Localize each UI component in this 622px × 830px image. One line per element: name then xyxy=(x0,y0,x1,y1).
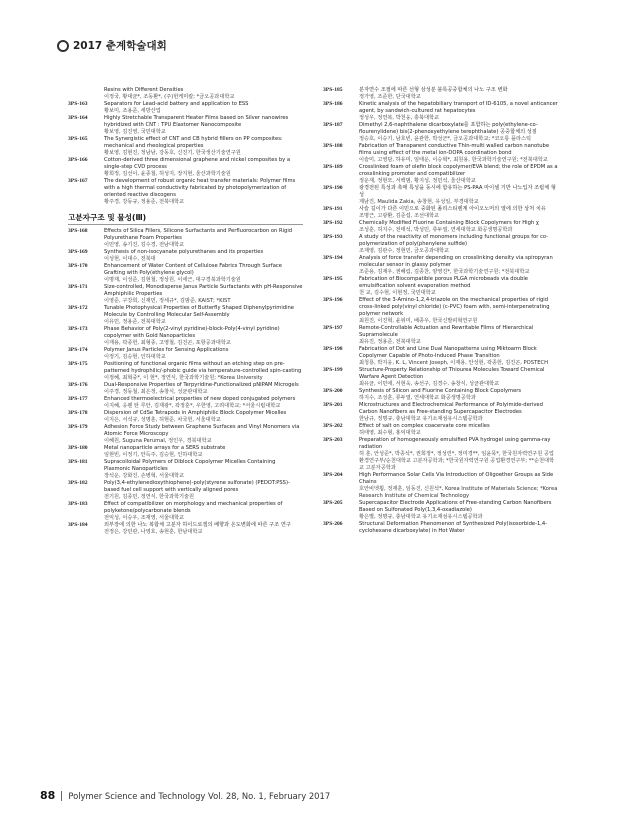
abstract-entry xyxy=(323,423,558,437)
entry-body xyxy=(104,284,303,305)
abstract-entry xyxy=(323,521,558,535)
entry-code: 3PS-165 xyxy=(68,136,88,142)
entry-body xyxy=(359,164,558,185)
entry-title: Positioning of functional organic films without an etching step on pre-patterned hydrophilic/-phobic guide via temperature-controlled spin-casting xyxy=(104,361,302,374)
abstract-entry xyxy=(68,263,303,284)
abstract-entry xyxy=(323,402,558,423)
entry-authors: 장석운, 강화진, 손병혁, 서울대학교 xyxy=(104,473,185,479)
entry-title: Size-controlled, Monodisperse Janus Particle Surfactants with pH-Responsive Amphiphilic Properties xyxy=(104,284,303,297)
entry-title: 광경전된 특성과 촉매 특성을 동시에 함유하는 PS-PAA 마이셀 기반 나노입자 조립체 형성 xyxy=(359,185,556,198)
entry-body xyxy=(104,87,303,101)
entry-authors: 정가영, 조준한, 단국대학교 xyxy=(359,94,421,100)
entry-title: Preparation of homogeneously emulsified PVA hydrogel using gamma-ray radiation xyxy=(359,437,551,450)
entry-code: 3PS-187 xyxy=(323,122,343,128)
entry-code: 3PS-163 xyxy=(68,101,88,107)
entry-authors: 호안비엣휭, 정재훈, 임동진, 신원석*, Korea Institute of Materials Science; *Korea Research Institute of Chemical Technology xyxy=(359,486,558,499)
entry-authors: 이지은, 서석규, 성명훈, 허현준, 차국헌, 서울대학교 xyxy=(104,417,221,423)
entry-body xyxy=(359,437,558,472)
entry-body xyxy=(359,402,558,423)
entry-title: Separators for Lead-acid battery and application to ESS xyxy=(104,101,249,107)
entry-body xyxy=(359,276,558,297)
entry-title: Tunable Photophysical Properties of Butterfly Shaped Diphenylpyrimidine Molecule by Controlling Molecular Self-Assembly xyxy=(104,305,294,318)
entry-authors: 이정기, 김승현, 인하대학교 xyxy=(104,354,166,360)
abstract-entry xyxy=(68,157,303,178)
entry-body xyxy=(104,101,303,115)
entry-body xyxy=(359,325,558,346)
entry-authors: 천 교, 김수현, 이현정, 국민대학교 xyxy=(359,290,436,296)
entry-authors: 이정국, 황대균*, 조동환*, (주)헌케미칼; *금오공과대학교 xyxy=(104,94,235,100)
entry-title: Fabrication of Dot and Line Dual Nanopatterns using Miktoarm Block Copolymer Capable of Photo-Induced Phase Transition xyxy=(359,346,537,359)
abstract-entry xyxy=(68,361,303,382)
abstract-entry xyxy=(323,185,558,206)
entry-title: Resins with Different Densities xyxy=(104,87,184,93)
entry-title: Structural Deformation Phenomenon of Synthesized Poly(isosorbide-1,4-cyclohexane dicarboxylate) in Hot Water xyxy=(359,521,548,534)
abstract-entry xyxy=(323,325,558,346)
entry-title: Phase Behavior of Poly(2-vinyl pyridine)-block-Poly(4-vinyl pyridine) copolymer with Gold Nanoparticles xyxy=(104,326,280,339)
abstract-entry xyxy=(68,501,303,522)
entry-body xyxy=(359,101,558,122)
abstract-entry xyxy=(323,297,558,325)
entry-code: 3PS-190 xyxy=(323,185,343,191)
entry-code: 3PS-201 xyxy=(323,402,343,408)
abstract-entry xyxy=(68,326,303,347)
entry-body xyxy=(104,382,303,396)
entry-title: Fabrication of Transparent conductive Thin-multi walled carbon nanotube films using effect of the metal ion-DOPA coordination bond xyxy=(359,143,550,156)
entry-code: 3PS-186 xyxy=(323,101,343,107)
entry-authors: 이민영, 송기진, 김수경, 전남대학교 xyxy=(104,242,185,248)
entry-title: Analysis of force transfer depending on crosslinking density via spiropyran molecular sensor in glassy polymer xyxy=(359,255,553,268)
entry-code: 3PS-170 xyxy=(68,263,88,269)
abstract-entry xyxy=(68,249,303,263)
entry-body xyxy=(359,521,558,535)
entry-body xyxy=(104,305,303,326)
entry-body xyxy=(359,143,558,164)
entry-body xyxy=(359,122,558,143)
entry-title: Crosslinked foam of olefin block copolymer/EVA blend; the role of EPDM as a crosslinking promoter and compatibilizer xyxy=(359,164,558,177)
entry-code: 3PS-184 xyxy=(68,522,88,528)
entry-body xyxy=(359,346,558,367)
abstract-entry xyxy=(68,136,303,157)
entry-code: 3PS-179 xyxy=(68,424,88,430)
abstract-entry xyxy=(323,87,558,101)
abstract-entry xyxy=(68,284,303,305)
abstract-entry xyxy=(68,101,303,115)
entry-title: Synthesis of non-isocyanate polyurethanes and its properties xyxy=(104,249,264,255)
entry-title: Supercapacitor Electrode Applications of Free-standing Carbon Nanofibers Based on Sulfonated Poly(1,3,4-oxadiazole) xyxy=(359,500,552,513)
entry-body xyxy=(104,115,303,136)
entry-body xyxy=(359,423,558,437)
entry-code: 3PS-200 xyxy=(323,388,343,394)
entry-body xyxy=(359,185,558,206)
entry-authors: 조명근, 고광환, 김준섭, 조선대학교 xyxy=(359,213,440,219)
entry-authors: 이명재, 이성준, 김현철, 정상원, 이세근, 대구경북과학기술원 xyxy=(104,277,241,283)
entry-code: 3PS-189 xyxy=(323,164,343,170)
entry-authors: 전익성, 이승우, 조재영, 서울대학교 xyxy=(104,515,185,521)
entry-authors: 이유민, 정용준, 전북대학교 xyxy=(104,319,166,325)
entry-authors: 이주경, 정동철, 최은정, 송창식, 성균관대학교 xyxy=(104,389,208,395)
abstract-entry xyxy=(323,206,558,220)
entry-body xyxy=(359,367,558,388)
abstract-entry xyxy=(323,276,558,297)
entry-authors: 최유균, 이민애, 서현욱, 송선구, 김경수, 송창식, 성균관대학교 xyxy=(359,381,500,387)
entry-body xyxy=(104,249,303,263)
entry-authors: 조성훈, 허지수, 전태석, 박성민, 류두열, 연세대학교 화공생명공학과 xyxy=(359,227,513,233)
entry-code: 3PS-205 xyxy=(323,500,343,506)
entry-body xyxy=(359,297,558,325)
entry-authors: 황희정, 김선이, 윤종철, 허성지, 장지현, 울산과학기술원 xyxy=(104,171,231,177)
entry-body xyxy=(104,263,303,284)
entry-authors: 이재용, 곽종헌, 최형종, 고영철, 김진곤, 포항공과대학교 xyxy=(104,340,231,346)
entry-body xyxy=(104,361,303,382)
entry-code: 3PS-175 xyxy=(68,361,88,367)
section-heading: 고분자구조 및 물성(Ⅲ) xyxy=(68,213,147,222)
abstract-entry xyxy=(68,522,303,536)
header-title: 2017 춘계학술대회 xyxy=(73,40,167,52)
entry-authors: 이성현, 이대수, 전북대 xyxy=(104,256,156,262)
entry-body xyxy=(104,178,303,206)
entry-code: 3PS-177 xyxy=(68,396,88,402)
abstract-entry xyxy=(323,367,558,388)
entry-title: A study of the reactivity of monomers including functional groups for co-polymerization of poly(phenylene sulfide) xyxy=(359,234,549,247)
entry-code: 3PS-199 xyxy=(323,367,343,373)
entry-code: 3PS-173 xyxy=(68,326,88,332)
entry-code: 3PS-196 xyxy=(323,297,343,303)
entry-authors: 허태영, 최수형, 홍익대학교 xyxy=(359,430,421,436)
entry-code: 3PS-181 xyxy=(68,459,88,465)
journal-info: Polymer Science and Technology Vol. 28, No. 1, February 2017 xyxy=(68,790,331,801)
abstract-entry xyxy=(68,410,303,424)
page-footer xyxy=(40,789,330,802)
entry-title: 분자면수 조절에 따른 선형 삼성분 블록공중합체의 나노 구조 변화 xyxy=(359,87,508,93)
entry-authors: 한남규, 정명규, 충남대학교 유기소재섬유시스템공학과 xyxy=(359,416,483,422)
section-divider xyxy=(68,224,303,225)
abstract-entry xyxy=(323,255,558,276)
entry-code: 3PS-183 xyxy=(68,501,88,507)
entry-code: 3PS-172 xyxy=(68,305,88,311)
entry-title: 사슬 길이가 다른 이민으로 중화된 폴리스티렌계 아이오노머의 열에 의한 상처 치유 xyxy=(359,206,546,212)
entry-body xyxy=(359,220,558,234)
entry-body xyxy=(104,396,303,410)
entry-authors: 이영준, 구강희, 신재민, 정세규*, 김범준, KAIST; *KIST xyxy=(104,298,231,304)
entry-title: The development of robust organic heat transfer materials: Polymer films with a high thermal conductivity fabricated by photopolymerization of oriented reactive discogens xyxy=(104,178,296,198)
entry-code: 3PS-204 xyxy=(323,472,343,478)
entry-title: Enhanced thermoelectrical properties of new doped conjugated polymers xyxy=(104,396,296,402)
abstract-entry xyxy=(68,87,303,101)
entry-code: 3PS-178 xyxy=(68,410,88,416)
entry-authors: 황보영, 김현진, 정남남, 강동호, 신진기, 한국생산기술연구원 xyxy=(104,150,241,156)
entry-authors: 황보미, 조용준, 세방산업 xyxy=(104,108,161,114)
abstract-entry xyxy=(323,164,558,185)
entry-code: 3PS-206 xyxy=(323,521,343,527)
entry-body xyxy=(359,388,558,402)
entry-body xyxy=(104,480,303,501)
entry-code: 3PS-197 xyxy=(323,325,343,331)
entry-body xyxy=(104,522,303,536)
entry-code: 3PS-166 xyxy=(68,157,88,163)
entry-title: Fabrication of Biocompatible porous PLGA microbeads via double emulsification solvent evaporation method xyxy=(359,276,528,289)
entry-title: Effect of salt on complex coacervate core micelles xyxy=(359,423,490,429)
page-header xyxy=(57,38,167,53)
entry-authors: 이지혜, 응웬 탄 루안, 김재광*, 곽정훈*, 우한영, 고려대학교; *서울시립대학교 xyxy=(104,403,281,409)
entry-code: 3PS-202 xyxy=(323,423,343,429)
conference-logo-icon xyxy=(57,40,69,52)
abstract-entry xyxy=(323,388,558,402)
entry-title: The Synergistic effect of CNT and CB hybrid fillers on PP composites: mechanical and rheological properties xyxy=(104,136,283,149)
entry-code: 3PS-195 xyxy=(323,276,343,282)
abstract-entry xyxy=(68,382,303,396)
entry-code: 3PS-171 xyxy=(68,284,88,290)
entry-title: Highly Stretchable Transparent Heater Films based on Silver nanowires hybridized with CNT : TPU Elastomer Nanocomposite xyxy=(104,115,289,128)
entry-code: 3PS-164 xyxy=(68,115,88,121)
abstract-entry xyxy=(68,480,303,501)
entry-authors: 정승호, 이승기, 남호빈, 윤관한, 박성군*, 금오공과대학교; *코오롱 플라스틱 xyxy=(359,136,532,142)
entry-title: Structure-Property Relationship of Thiourea Molecules Toward Chemical Warfare Agent Detection xyxy=(359,367,545,380)
entry-title: Enhancement of Water Content of Cellulose Fabrics Through Surface Grafting with Poly(ethylene glycol) xyxy=(104,263,282,276)
abstract-entry xyxy=(323,220,558,234)
entry-title: Kinetic analysis of the hepatobiliary transport of ID-6105, a novel anticancer agent, by sandwich-cultured rat hepatocytes xyxy=(359,101,558,114)
entry-authors: 전기원, 김종민, 정연식, 한국과학기술원 xyxy=(104,494,195,500)
entry-body xyxy=(104,326,303,347)
entry-authors: 최유진, 정용준, 전북대학교 xyxy=(359,339,421,345)
entry-authors: 이정혜, 최혁중*, 이 현*, 정연식, 한국과학기술원; *Korea University xyxy=(104,375,263,381)
entry-code: 3PS-180 xyxy=(68,445,88,451)
abstract-entry xyxy=(323,122,558,143)
entry-body xyxy=(104,410,303,424)
entry-authors: 최청룡, 박지웅, K. L, Vincent Joseph, 이재용, 안성현, 곽종헌, 김진곤, POSTECH xyxy=(359,360,549,366)
entry-authors: 조준용, 김재우, 권혜림, 김종찬, 양영진*, 한국과학기술연구원; *전북대학교 xyxy=(359,269,530,275)
entry-authors: 황주경, 강동규, 정용준, 전북대학교 xyxy=(104,199,185,205)
entry-authors: 황은별, 정명규, 충남대학교 유기소재섬유시스템공학과 xyxy=(359,514,483,520)
abstract-entry xyxy=(68,178,303,206)
entry-title: Effect of compatibilizer on morphology and mechanical properties of polyketone/polycarbonate blends xyxy=(104,501,283,514)
entry-authors: 전정은, 강민관, 나영호, 송현훈, 한남대학교 xyxy=(104,529,203,535)
right-column xyxy=(323,87,558,535)
abstract-entry xyxy=(323,437,558,472)
entry-authors: 정성우, 정연복, 박천웅, 충북대학교 xyxy=(359,115,440,121)
entry-title: Polymer Janus Particles for Sensing Applications xyxy=(104,347,229,353)
entry-body xyxy=(104,228,303,249)
entry-code: 3PS-185 xyxy=(323,87,343,93)
entry-authors: 정운재, 정현모, 서백범, 황지성, 정민석, 울산대학교 xyxy=(359,178,476,184)
entry-code: 3PS-193 xyxy=(323,234,343,240)
entry-authors: 이혜원, Suguna Perumal, 정인우, 경북대학교 xyxy=(104,438,212,444)
entry-body xyxy=(104,459,303,480)
entry-code: 3PS-194 xyxy=(323,255,343,261)
abstract-entry xyxy=(323,101,558,122)
entry-title: Chemically Modified Fluorine Containing Block Copolymers for High χ xyxy=(359,220,539,226)
entry-code: 3PS-167 xyxy=(68,178,88,184)
entry-body xyxy=(104,445,303,459)
entry-body xyxy=(359,255,558,276)
entry-code: 3PS-174 xyxy=(68,347,88,353)
entry-code: 3PS-192 xyxy=(323,220,343,226)
abstract-entry xyxy=(323,472,558,500)
abstract-entry xyxy=(68,347,303,361)
entry-title: Synthesis of Silicon and Fluorine Containing Block Copolymers xyxy=(359,388,522,394)
entry-authors: 조재영, 김관수, 정현민, 금오공과대학교 xyxy=(359,248,450,254)
abstract-entry xyxy=(68,459,303,480)
entry-body xyxy=(104,136,303,157)
entry-title: Dual-Responsive Properties of Terpyridine-Functionalized pNIPAM Microgels xyxy=(104,382,299,388)
entry-body xyxy=(359,87,558,101)
abstract-entry xyxy=(323,143,558,164)
entry-authors: 제남진, Maulida Zakia, 송창현, 유성일, 부경대학교 xyxy=(359,199,479,205)
entry-authors: 황보영, 김진영, 국민대학교 xyxy=(104,129,166,135)
entry-body xyxy=(359,472,558,500)
entry-code: 3PS-198 xyxy=(323,346,343,352)
entry-body xyxy=(359,500,558,521)
entry-title: Cotton-derived three dimensional graphene and nickel composites by a single-step CVD process xyxy=(104,157,291,170)
abstract-entry xyxy=(68,424,303,445)
entry-title: Effects of Silica Fillers, Silicone Surfactants and Perfluorocarbon on Rigid Polyurethane Foam Properties xyxy=(104,228,293,241)
entry-title: 외부장에 의한 나노 복합체 고분자 하이드로겔의 배향과 온도변화에 따른 구조 연구 xyxy=(104,522,291,528)
entry-code: 3PS-169 xyxy=(68,249,88,255)
entry-title: Dimethyl 2,6-naphthalene dicarboxylate를 포함하는 poly(ethylene-co-flourenylidene) bis(2-phenoxyethylene terephthalate) 공중합체의 성질 xyxy=(359,122,538,135)
abstract-entry xyxy=(68,305,303,326)
entry-authors: 최원진, 이진혁, 윤위미, 배종우, 한국신발피혁연구원 xyxy=(359,318,478,324)
page-number: 88 xyxy=(40,789,56,802)
entry-code: 3PS-188 xyxy=(323,143,343,149)
entry-body xyxy=(104,347,303,361)
entry-title: Effect of the 3-Amino-1,2,4-triazole on the mechanical properties of rigid cross-linked poly(vinyl chloride) (c-PVC) foam with, semi-interpenetrating polymer network xyxy=(359,297,550,317)
entry-title: Remote-Controllable Actuation and Rewritable Films of Hierarchical Supramolecule xyxy=(359,325,534,338)
entry-title: Adhesion Force Study between Graphene Surfaces and Vinyl Monomers via Atomic Force Microscopy xyxy=(104,424,300,437)
entry-body xyxy=(104,157,303,178)
entry-authors: 이슬미, 고영담, 하유미, 임태운, 이승혁*, 최원용, 한국과학기술연구원; *전북대학교 xyxy=(359,157,548,163)
entry-code: 3PS-176 xyxy=(68,382,88,388)
entry-authors: 임현빈, 이정기, 안득주, 김승현, 인하대학교 xyxy=(104,452,203,458)
footer-divider xyxy=(61,791,62,801)
abstract-entry xyxy=(68,228,303,249)
entry-authors: 허 훈, 안성준*, 박종석*, 권희정*, 정성린*, 정미경**, 임윤묵*, 한국원자력연구원 공업환경연구부/순천대학교 고분자공학과; *한국원자력연구원 공업환경연구부; **순천대학교 고분자공학과 xyxy=(359,451,555,471)
abstract-entry xyxy=(323,346,558,367)
abstract-entry xyxy=(323,234,558,255)
entry-body xyxy=(104,424,303,445)
entry-title: Dispersion of CdSe Tetrapods in Amphiphilic Block Copolymer Micelles xyxy=(104,410,287,416)
entry-code: 3PS-168 xyxy=(68,228,88,234)
entry-body xyxy=(359,206,558,220)
entry-code: 3PS-203 xyxy=(323,437,343,443)
entry-code: 3PS-191 xyxy=(323,206,343,212)
entry-title: Metal nanoparticle arrays for a SERS substrate xyxy=(104,445,226,451)
entry-title: Poly(3,4-ethylenedioxythiophene)-poly(styrene sulfonate) (PEDOT:PSS)-based fuel cell support with vertically aligned pores xyxy=(104,480,290,493)
entry-authors: 하지수, 조성훈, 류두열, 연세대학교 화공생명공학과 xyxy=(359,395,476,401)
entry-title: Supracolloidal Polymers of Diblock Copolymer Micelles Containing Plasmonic Nanoparticles xyxy=(104,459,276,472)
left-column xyxy=(68,87,303,536)
entry-code: 3PS-182 xyxy=(68,480,88,486)
entry-title: High Performance Solar Cells Via Introduction of Oligoether Groups as Side Chains xyxy=(359,472,554,485)
abstract-entry xyxy=(68,445,303,459)
entry-title: Microstructures and Electrochemical Performance of Polyimide-derived Carbon Nanofibers as Free-standing Supercapacitor Electrodes xyxy=(359,402,543,415)
entry-body xyxy=(104,501,303,522)
abstract-entry xyxy=(68,396,303,410)
abstract-entry xyxy=(68,115,303,136)
abstract-entry xyxy=(323,500,558,521)
entry-body xyxy=(359,234,558,255)
